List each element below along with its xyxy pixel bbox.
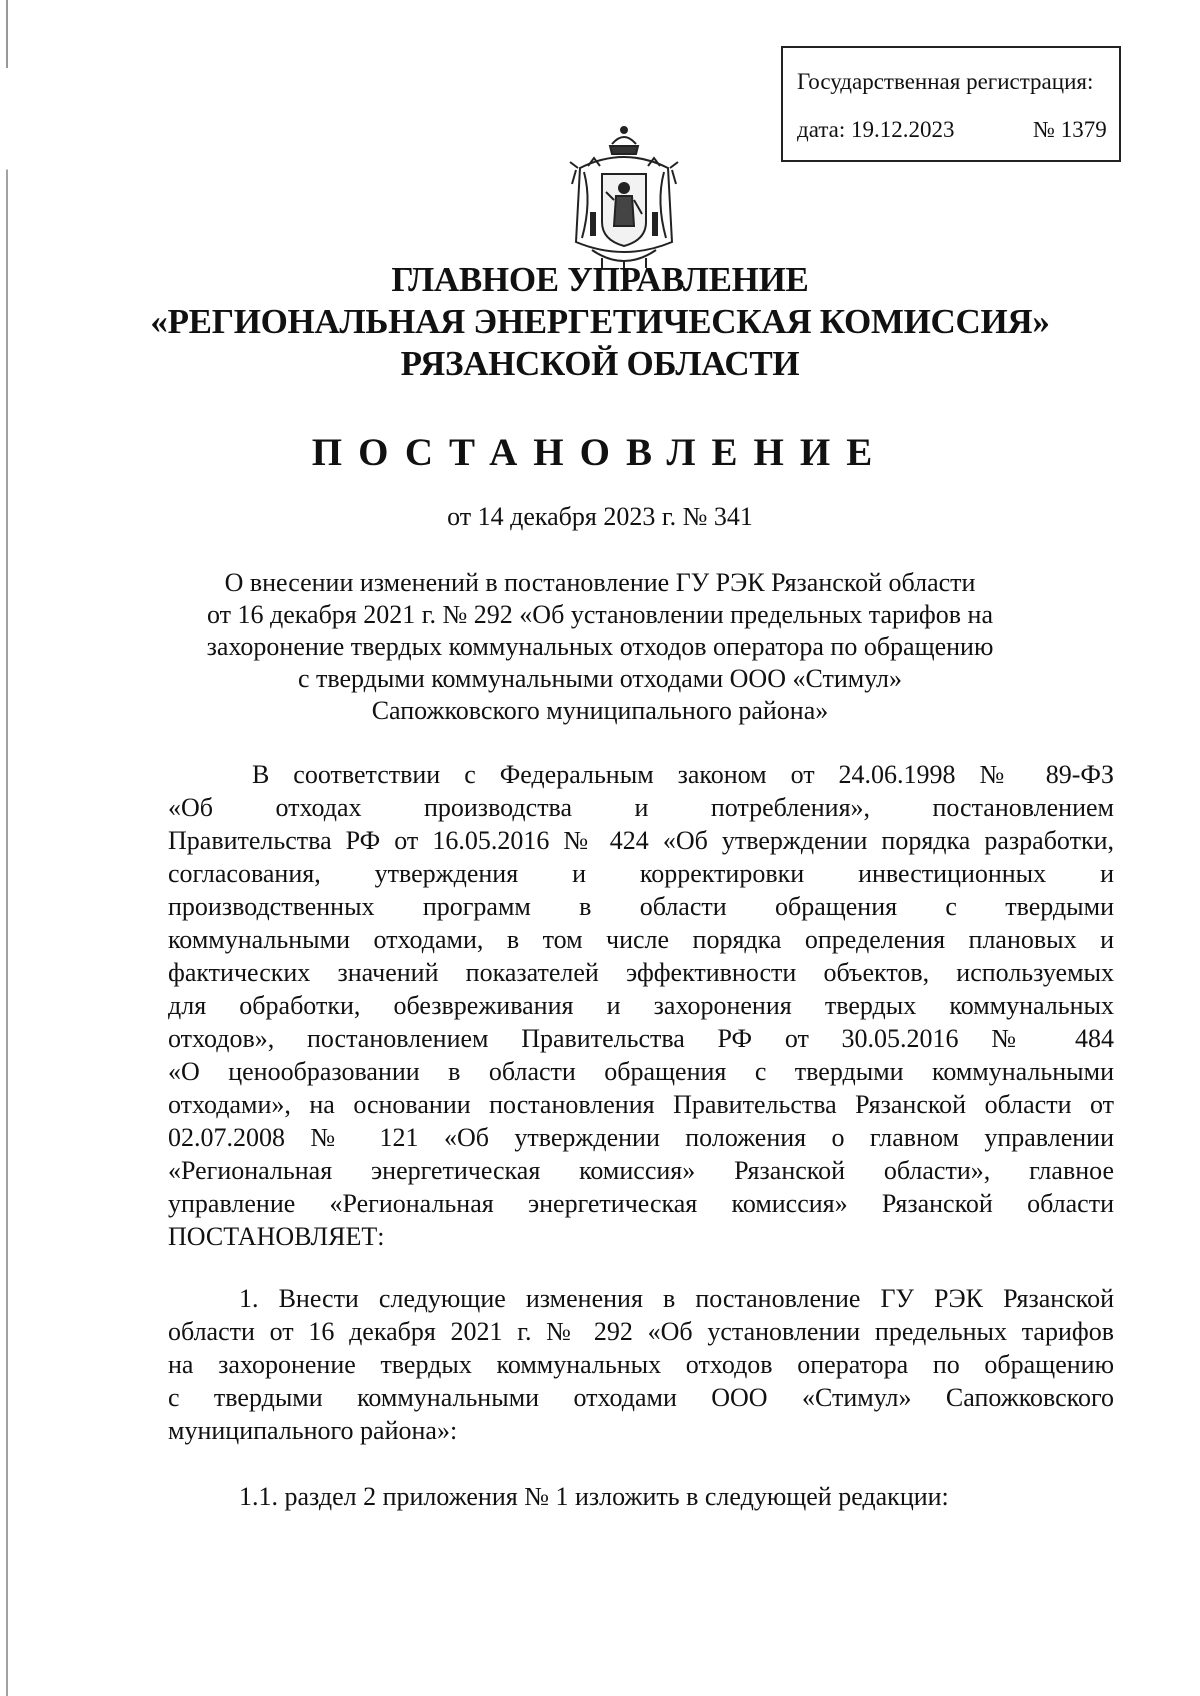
item-1-line: 1. Внести следующие изменения в постановление ГУ РЭК Рязанской [239, 1284, 1114, 1313]
preamble-line: В соответствии с Федеральным законом от 24.06.1998 № 89-ФЗ [252, 760, 1114, 789]
preamble-line: фактических значений показателей эффективности объектов, используемых [168, 958, 1114, 987]
ryazan-coat-of-arms-icon [562, 122, 686, 274]
preamble-line: «О ценообразовании в области обращения с твердыми коммунальными [168, 1057, 1114, 1086]
preamble-line: производственных программ в области обращения с твердыми [168, 892, 1114, 921]
subject-line: О внесении изменений в постановление ГУ РЭК Рязанской области [224, 568, 976, 597]
preamble-decree-word: ПОСТАНОВЛЯЕТ: [168, 1222, 385, 1251]
preamble-line: коммунальными отходами, в том числе порядка определения плановых и [168, 925, 1114, 954]
document-type: ПОСТАНОВЛЕНИЕ [311, 431, 889, 474]
org-name-line-3: РЯЗАНСКОЙ ОБЛАСТИ [400, 344, 800, 383]
org-name-line-1: ГЛАВНОЕ УПРАВЛЕНИЕ [391, 260, 809, 299]
preamble-line: согласования, утверждения и корректировки инвестиционных и [168, 859, 1114, 888]
registration-stamp [781, 46, 1121, 162]
preamble-line: для обработки, обезвреживания и захоронения твердых коммунальных [168, 991, 1114, 1020]
item-1-line: с твердыми коммунальными отходами ООО «Стимул» Сапожковского [168, 1383, 1114, 1412]
preamble-line: Правительства РФ от 16.05.2016 № 424 «Об утверждении порядка разработки, [168, 826, 1114, 855]
org-name-line-2: «РЕГИОНАЛЬНАЯ ЭНЕРГЕТИЧЕСКАЯ КОМИССИЯ» [150, 302, 1050, 341]
item-1-line: муниципального района»: [168, 1416, 458, 1445]
subject-line: от 16 декабря 2021 г. № 292 «Об установлении предельных тарифов на [207, 600, 993, 629]
subject-line: Сапожковского муниципального района» [371, 696, 829, 725]
preamble-line: управление «Региональная энергетическая комиссия» Рязанской области [168, 1189, 1114, 1218]
preamble-line: отходов», постановлением Правительства РФ от 30.05.2016 № 484 [168, 1024, 1114, 1053]
preamble-line: отходами», на основании постановления Правительства Рязанской области от [168, 1090, 1114, 1119]
preamble-line: «Региональная энергетическая комиссия» Рязанской области», главное [168, 1156, 1114, 1185]
item-1-1-line: 1.1. раздел 2 приложения № 1 изложить в следующей редакции: [239, 1482, 949, 1511]
preamble-line: «Об отходах производства и потребления», постановлением [168, 793, 1114, 822]
registration-title: Государственная регистрация: [797, 69, 1094, 94]
registration-date: дата: 19.12.2023 [797, 117, 955, 142]
subject-line: захоронение твердых коммунальных отходов оператора по обращению [206, 632, 994, 661]
item-1-line: области от 16 декабря 2021 г. № 292 «Об установлении предельных тарифов [168, 1317, 1114, 1346]
subject-line: с твердыми коммунальными отходами ООО «Стимул» [297, 664, 903, 693]
item-1-line: на захоронение твердых коммунальных отходов оператора по обращению [168, 1350, 1114, 1379]
document-date-number: от 14 декабря 2023 г. № 341 [447, 502, 753, 531]
scan-edge [6, 0, 8, 1696]
registration-number: № 1379 [1033, 117, 1107, 142]
preamble-line: 02.07.2008 № 121 «Об утверждении положения о главном управлении [168, 1123, 1114, 1152]
